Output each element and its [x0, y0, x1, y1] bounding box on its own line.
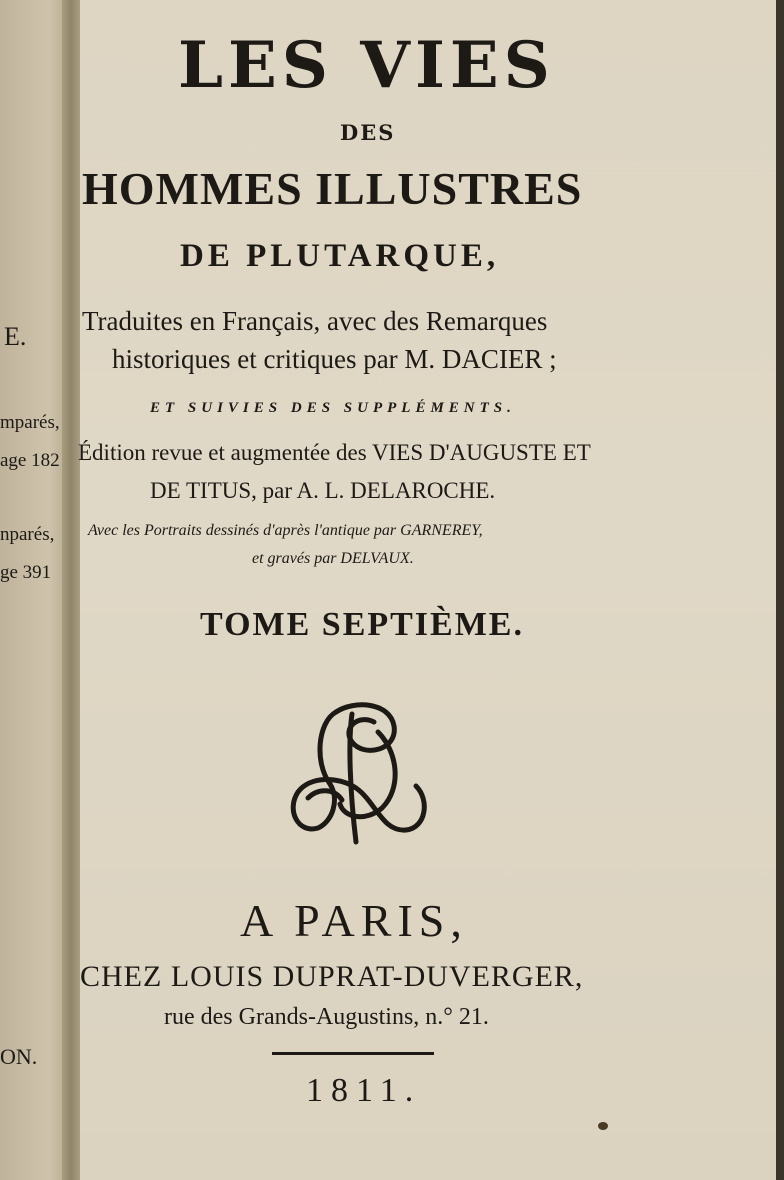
- book-title: LES VIES: [178, 28, 555, 103]
- page-edge-shadow: [776, 0, 784, 1180]
- left-page-fragment: age 182: [0, 450, 60, 471]
- left-page-fragment: ON.: [0, 1044, 38, 1069]
- imprint-rule: [272, 1052, 434, 1055]
- imprint-address: rue des Grands-Augustins, n.° 21.: [164, 1004, 489, 1030]
- left-page: [0, 0, 70, 1180]
- portraits-line-2: et gravés par DELVAUX.: [252, 550, 414, 567]
- left-page-fragment: E.: [4, 322, 27, 351]
- portraits-line-1: Avec les Portraits dessinés d'après l'antique par GARNEREY,: [88, 522, 483, 539]
- imprint-place: A PARIS,: [240, 895, 468, 946]
- edition-line-1: Édition revue et augmentée des VIES D'AUGUSTE ET: [78, 440, 591, 465]
- title-hommes-illustres: HOMMES ILLUSTRES: [82, 163, 583, 214]
- title-des: DES: [340, 120, 396, 145]
- left-page-fragment: mparés,: [0, 412, 60, 433]
- supplements-line: ET SUIVIES DES SUPPLÉMENTS.: [150, 400, 516, 416]
- title-de-plutarque: DE PLUTARQUE,: [180, 238, 500, 274]
- volume-label: TOME SEPTIÈME.: [200, 606, 524, 643]
- left-page-fragment: ge 391: [0, 562, 52, 583]
- imprint-publisher: CHEZ LOUIS DUPRAT-DUVERGER,: [80, 960, 584, 993]
- translation-line-1: Traduites en Français, avec des Remarques: [82, 306, 548, 336]
- edition-line-2: DE TITUS, par A. L. DELAROCHE.: [150, 478, 496, 503]
- translation-line-2: historiques et critiques par M. DACIER ;: [112, 344, 557, 374]
- imprint-year: 1811.: [306, 1072, 422, 1109]
- monogram-icon: [278, 692, 438, 852]
- left-page-fragment: nparés,: [0, 524, 55, 545]
- paper-stain: [598, 1122, 608, 1130]
